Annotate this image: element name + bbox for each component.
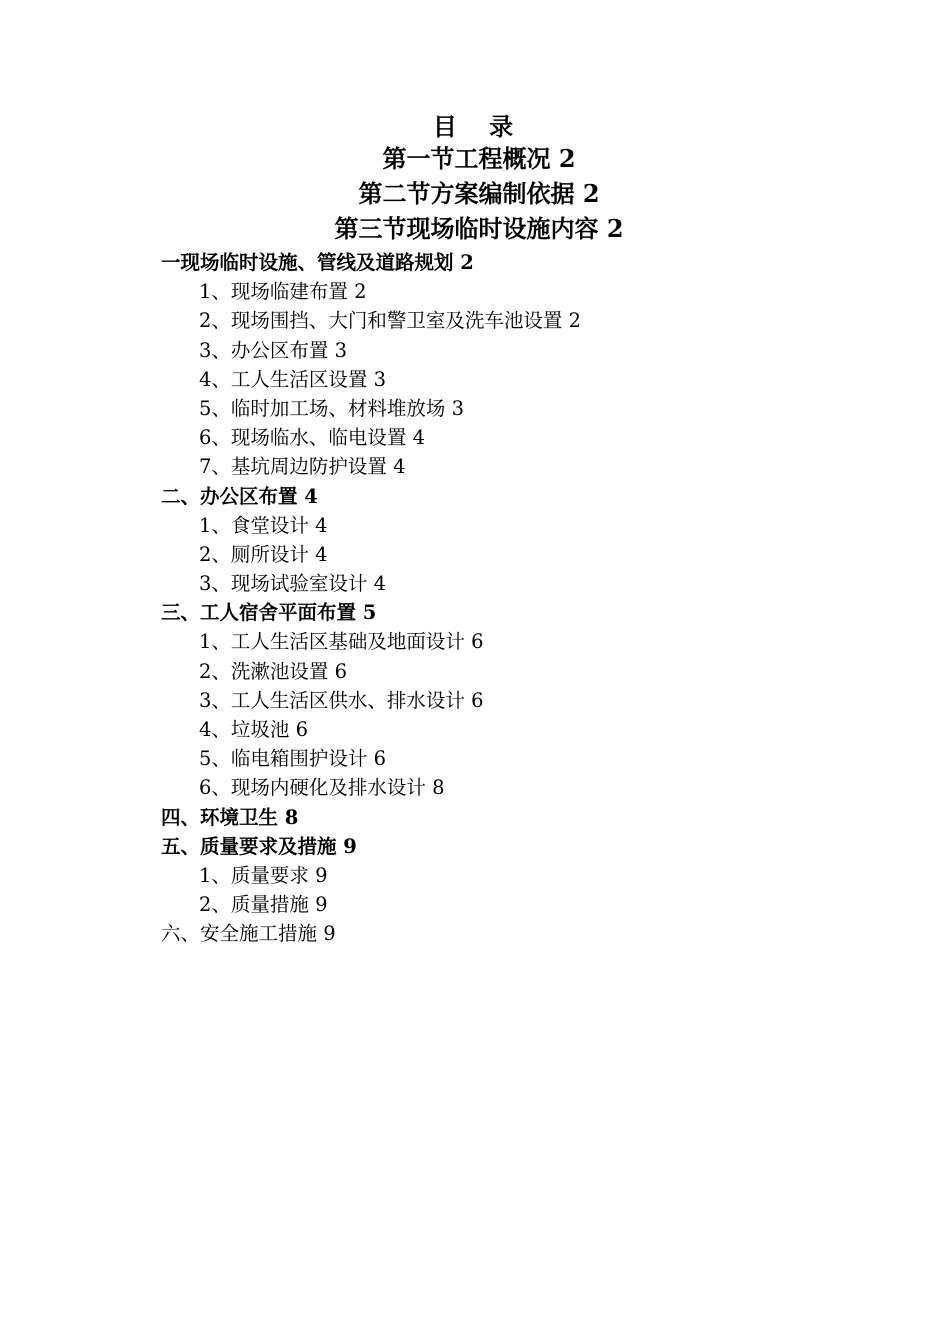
toc-entry-6[interactable]: 六、安全施工措施 9 — [161, 922, 336, 946]
toc-entry-1-4[interactable]: 4、工人生活区设置 3 — [199, 367, 387, 391]
toc-entry-2-1[interactable]: 1、食堂设计 4 — [199, 513, 328, 537]
toc-entry-3-5[interactable]: 5、临电箱围护设计 6 — [199, 747, 387, 771]
toc-entry-1-6[interactable]: 6、现场临水、临电设置 4 — [199, 426, 426, 450]
toc-entry-5[interactable]: 五、质量要求及措施 9 — [161, 834, 357, 858]
toc-section-2[interactable]: 第二节方案编制依据 2 — [358, 179, 600, 208]
toc-entry-3-1[interactable]: 1、工人生活区基础及地面设计 6 — [199, 630, 484, 654]
toc-entry-2-3[interactable]: 3、现场试验室设计 4 — [199, 572, 387, 596]
toc-entry-3-4[interactable]: 4、垃圾池 6 — [199, 718, 309, 741]
toc-entry-1-3[interactable]: 3、办公区布置 3 — [199, 338, 348, 362]
toc-entry-2[interactable]: 二、办公区布置 4 — [161, 484, 318, 508]
toc-entry-3-3[interactable]: 3、工人生活区供水、排水设计 6 — [199, 688, 484, 712]
toc-entry-3[interactable]: 三、工人宿舍平面布置 5 — [161, 601, 377, 625]
toc-section-1[interactable]: 第一节工程概况 2 — [382, 144, 576, 173]
toc-section-3[interactable]: 第三节现场临时设施内容 2 — [334, 214, 624, 243]
toc-entry-5-1[interactable]: 1、质量要求 9 — [199, 863, 328, 887]
toc-entry-5-2[interactable]: 2、质量措施 9 — [199, 893, 328, 917]
toc-entry-1-5[interactable]: 5、临时加工场、材料堆放场 3 — [199, 396, 465, 420]
toc-entry-3-2[interactable]: 2、洗漱池设置 6 — [199, 659, 348, 683]
toc-entry-1[interactable]: 一现场临时设施、管线及道路规划 2 — [161, 251, 474, 274]
toc-entry-2-2[interactable]: 2、厕所设计 4 — [199, 542, 328, 566]
toc-entry-3-6[interactable]: 6、现场内硬化及排水设计 8 — [199, 776, 445, 800]
toc-entry-1-2[interactable]: 2、现场围挡、大门和警卫室及洗车池设置 2 — [199, 309, 582, 333]
toc-title: 目 录 — [432, 112, 526, 141]
toc-entry-list — [161, 248, 581, 949]
toc-entry-1-7[interactable]: 7、基坑周边防护设置 4 — [199, 455, 406, 479]
toc-entry-4[interactable]: 四、环境卫生 8 — [161, 805, 299, 829]
toc-entry-1-1[interactable]: 1、现场临建布置 2 — [199, 280, 367, 304]
